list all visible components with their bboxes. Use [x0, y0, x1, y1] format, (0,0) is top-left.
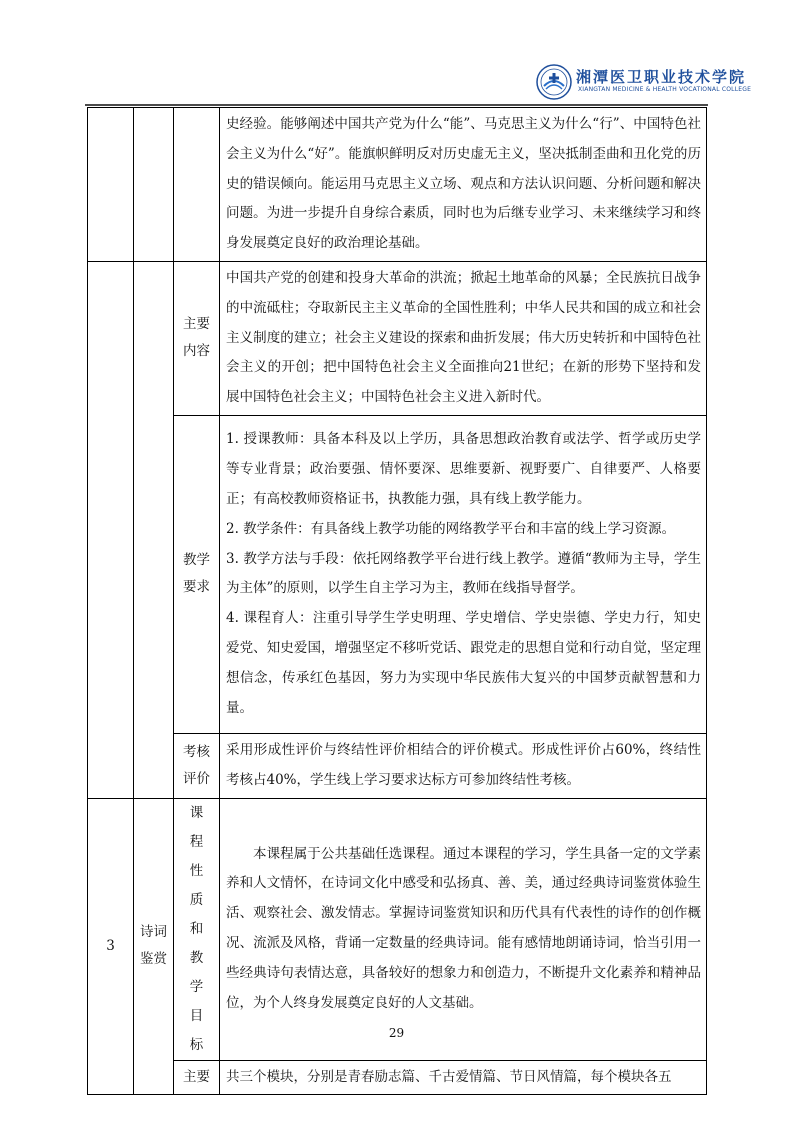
content-paragraph: 3. 教学方法与手段：依托网络教学平台进行线上教学。遵循“教师为主导，学生为主体”的原则，以学生自主学习为主，教师在线指导督学。: [226, 550, 701, 597]
table-row: [88, 1060, 707, 1095]
row-label-cell: [174, 733, 220, 798]
row-label-cell: [174, 108, 220, 262]
course-name-text: 诗词鉴赏: [140, 924, 167, 968]
table-row: [88, 798, 707, 1060]
row-label-text: 主要内容: [183, 316, 210, 360]
row-content-cell: [220, 798, 707, 1060]
table-row: [88, 415, 707, 733]
row-label-cell: 主要: [174, 1060, 220, 1095]
row-label-text: 课程性质和教学目标: [189, 804, 204, 1053]
content-paragraph: 2. 教学条件：有具备线上教学功能的网络教学平台和丰富的线上学习资源。: [226, 520, 676, 537]
content-paragraph: 1. 授课教师：具备本科及以上学历，具备思想政治教育或法学、哲学或历史学等专业背景；政治要强、情怀要深、思维要新、视野要广、自律要严、人格要正；有高校教师资格证书，执教能力强，具有线上教学能力。: [226, 431, 701, 508]
table-row: [88, 733, 707, 798]
row-content-cell: [220, 1060, 707, 1095]
course-number-cell: [88, 108, 134, 262]
row-label-text: 教学要求: [183, 552, 210, 596]
row-content-cell: [220, 733, 707, 798]
course-name-cell: [134, 108, 174, 262]
content-paragraph: 采用形成性评价与终结性评价相结合的评价模式。形成性评价占60%，终结性考核占40%，学生线上学习要求达标方可参加终结性考核。: [226, 741, 701, 788]
row-label-cell: [174, 798, 220, 1060]
course-table: [87, 107, 707, 1095]
header-divider: [85, 104, 708, 106]
college-name-en: XIANGTAN MEDICINE & HEALTH VOCATIONAL COLLEGE: [578, 86, 752, 93]
row-label-cell: [174, 415, 220, 733]
row-label-cell: [174, 261, 220, 415]
college-name-cn: 湘潭医卫职业技术学院: [576, 68, 747, 86]
course-name-cell: [134, 261, 174, 798]
table-row: [88, 261, 707, 415]
content-paragraph: 本课程属于公共基础任选课程。通过本课程的学习，学生具备一定的文学素养和人文情怀，在诗词文化中感受和弘扬真、善、美，通过经典诗词鉴赏体验生活、观察社会、激发情志。掌握诗词鉴赏知识和历代具有代表性的诗作的创作概况、流派及风格，背诵一定数量的经典诗词。能有感情地朗诵诗词，恰当引用一些经典诗句表情达意，具备较好的想象力和创造力，不断提升文化素养和精神品位，为个人终身发展奠定良好的人文基础。: [226, 845, 701, 1011]
content-paragraph: 中国共产党的创建和投身大革命的洪流；掀起土地革命的风暴；全民族抗日战争的中流砥柱；夺取新民主主义革命的全国性胜利；中华人民共和国的成立和社会主义制度的建立；社会主义建设的探索和曲折发展；伟大历史转折和中国特色社会主义的开创；把中国特色社会主义全面推向21世纪；在新的形势下坚持和发展中国特色社会主义；中国特色社会主义进入新时代。: [226, 269, 701, 406]
content-paragraph: 4. 课程育人：注重引导学生学史明理、学史增信、学史崇德、学史力行，知史爱党、知史爱国，增强坚定不移听党话、跟党走的思想自觉和行动自觉，坚定理想信念，传承红色基因，努力为实现中华民族伟大复兴的中国梦贡献智慧和力量。: [226, 610, 701, 716]
course-number-cell: [88, 261, 134, 798]
course-name-cell: [134, 798, 174, 1095]
row-label-text: 考核评价: [183, 743, 210, 787]
row-content-cell: [220, 415, 707, 733]
row-content-cell: [220, 261, 707, 415]
page-number: 29: [388, 1026, 405, 1040]
college-logo: [536, 64, 752, 100]
table-row: [88, 108, 707, 262]
course-number-cell: 3: [88, 798, 134, 1095]
content-paragraph: 共三个模块，分别是青春励志篇、千古爱情篇、节日风情篇，每个模块各五: [226, 1068, 672, 1085]
content-paragraph: 史经验。能够阐述中国共产党为什么“能”、马克思主义为什么“行”、中国特色社会主义为什么“好”。能旗帜鲜明反对历史虚无主义，坚决抵制歪曲和丑化党的历史的错误倾向。能运用马克思主义立场、观点和方法认识问题、分析问题和解决问题。为进一步提升自身综合素质，同时也为后继专业学习、未来继续学习和终身发展奠定良好的政治理论基础。: [226, 116, 701, 252]
college-emblem-icon: [536, 64, 572, 100]
row-content-cell: [220, 108, 707, 262]
